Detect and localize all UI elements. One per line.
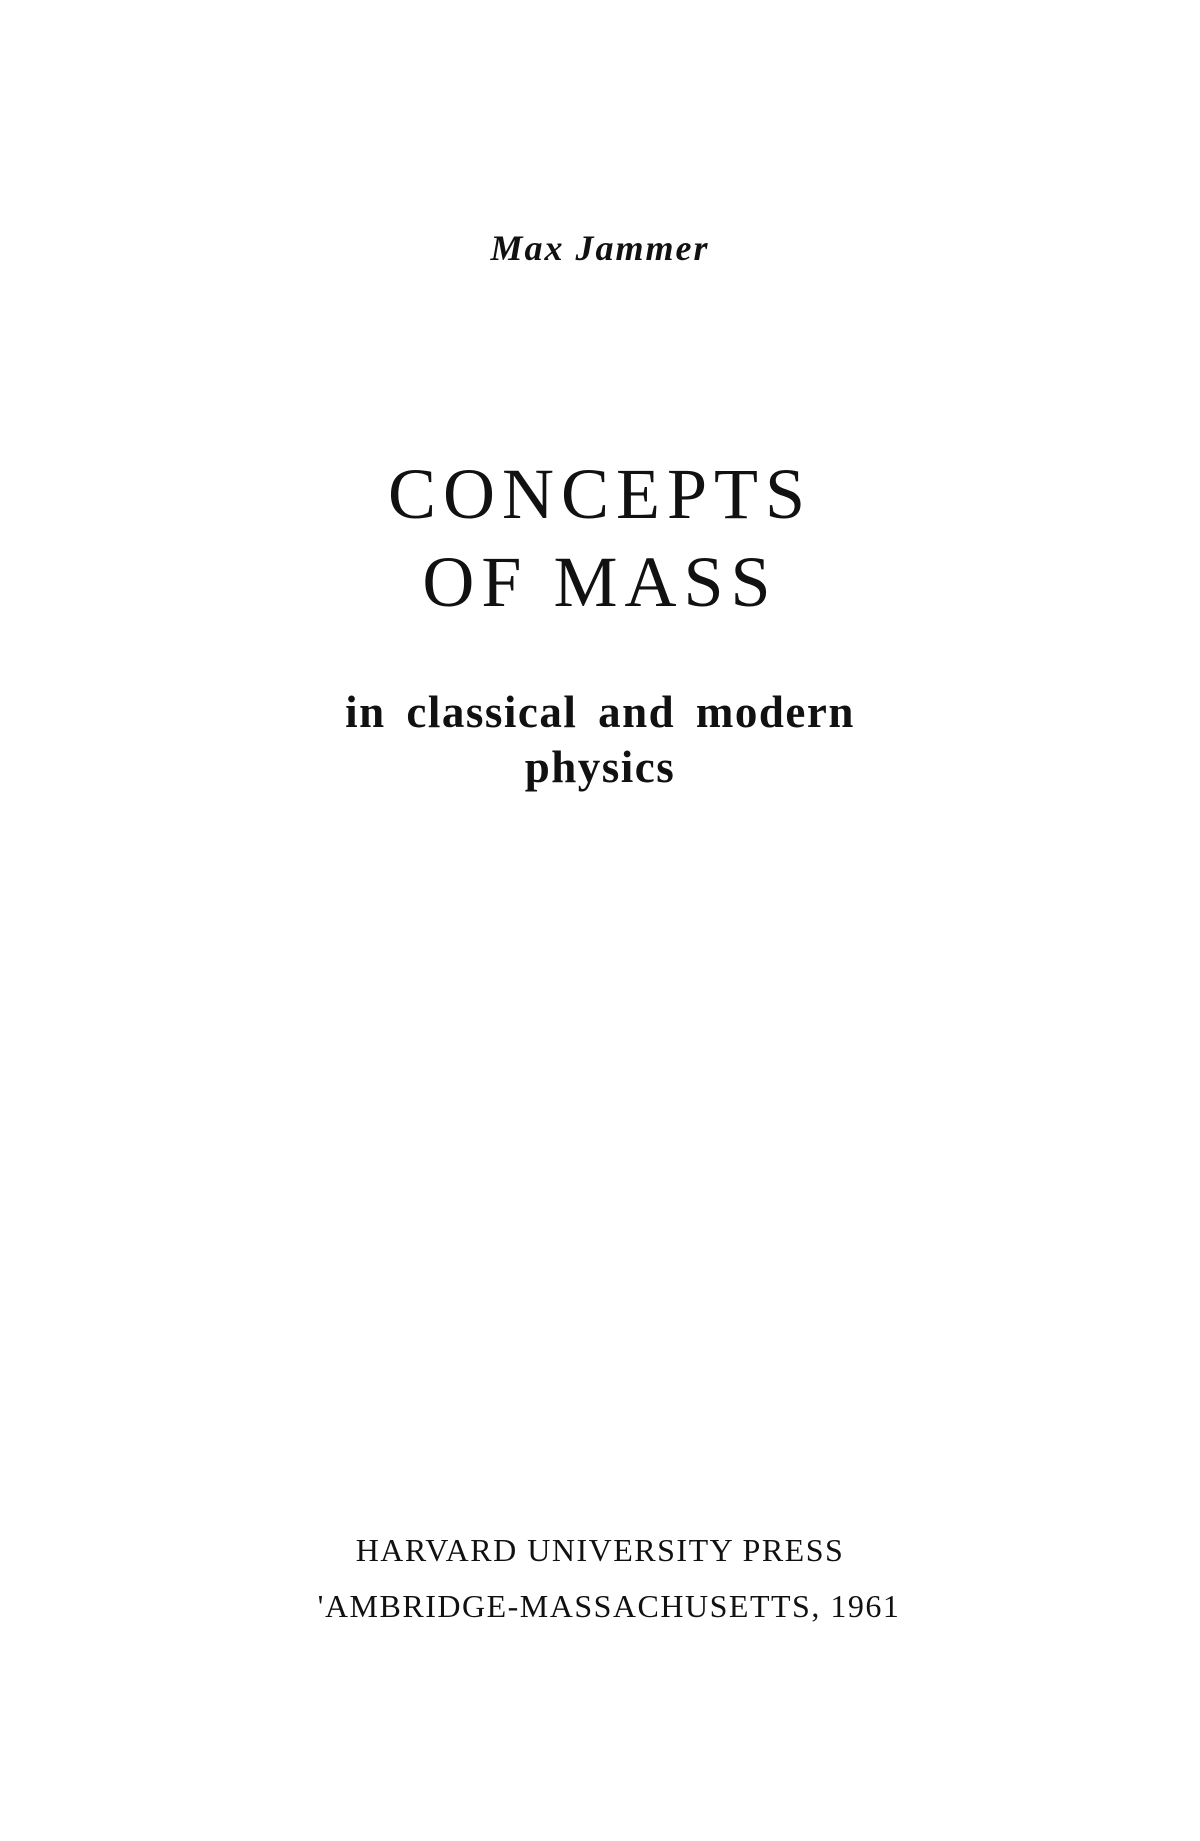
book-subtitle	[0, 685, 1200, 795]
imprint	[0, 1522, 1200, 1634]
book-title	[0, 450, 1200, 626]
book-title-line-2: OF MASS	[422, 542, 778, 622]
author-name: Max Jammer	[490, 228, 710, 268]
publication-place-year: 'AMBRIDGE-MASSACHUSETTS, 1961	[317, 1588, 901, 1624]
book-subtitle-line-1: in classical and modern	[345, 687, 855, 737]
book-subtitle-line-2: physics	[524, 742, 676, 792]
book-title-line-1: CONCEPTS	[387, 454, 813, 534]
publisher-name: HARVARD UNIVERSITY PRESS	[355, 1532, 845, 1568]
